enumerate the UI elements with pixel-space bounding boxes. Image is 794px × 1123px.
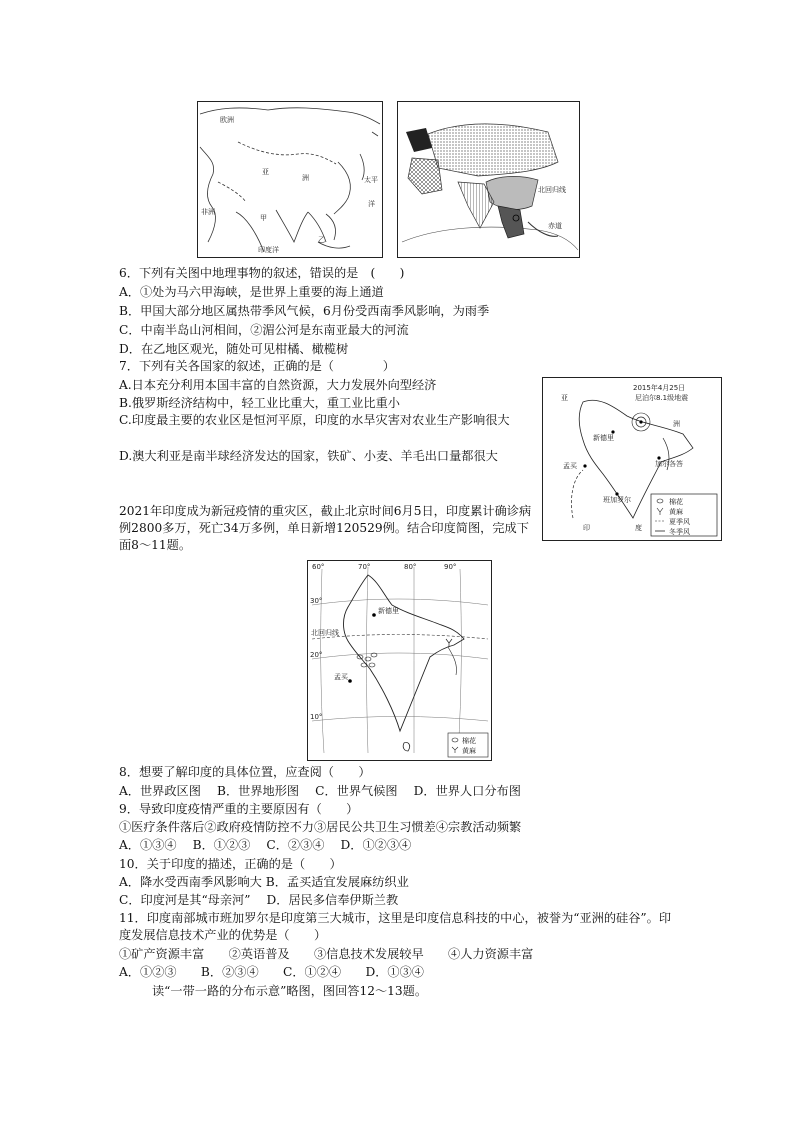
label-equator: 赤道 xyxy=(548,222,562,230)
lat-20: 20° xyxy=(310,651,323,659)
label-mumbai: 孟买 xyxy=(563,462,577,470)
india-monsoon-map xyxy=(542,377,722,541)
region-west-cross xyxy=(408,158,442,194)
label-du: 度 xyxy=(635,524,642,532)
delhi-dot-big xyxy=(372,613,376,617)
lat-10: 10° xyxy=(310,713,323,721)
label-europe: 欧洲 xyxy=(220,116,234,124)
label-yin: 印 xyxy=(583,524,590,532)
china-coast xyxy=(334,162,350,214)
q7-stem: 7．下列有关各国家的叙述，正确的是（ ） xyxy=(119,359,395,373)
q11-stem: 11．印度南部城市班加罗尔是印度第三大城市，这里是印度信息科技的中心，被誉为“亚洲的硅谷”。印度发展信息技术产业的优势是（ ） xyxy=(119,911,672,942)
india-coast xyxy=(276,210,308,242)
region-dotted xyxy=(428,124,558,176)
label-tropic: 北回归线 xyxy=(538,186,566,194)
region-black xyxy=(406,128,432,152)
asia-climate-map xyxy=(397,101,580,258)
lon-90: 90° xyxy=(444,563,457,571)
q6-option-b: B．甲国大部分地区属热带季风气候，6月份受西南季风影响，为雨季 xyxy=(119,304,490,318)
india-big-legend xyxy=(448,733,488,757)
label-pacific-b: 洋 xyxy=(368,200,375,208)
label-delhi: 新德里 xyxy=(593,434,614,442)
label-ya: 亚 xyxy=(561,394,568,402)
legend-jute-big: 黄麻 xyxy=(462,747,476,755)
lon-60: 60° xyxy=(312,563,325,571)
q9-stem: 9．导致印度疫情严重的主要原因有（ ） xyxy=(119,802,359,816)
lon-70: 70° xyxy=(358,563,371,571)
region-grey xyxy=(486,176,538,209)
legend-jute: 黄麻 xyxy=(669,508,683,516)
india-small-legend xyxy=(651,494,717,536)
asia-outline-map xyxy=(197,101,383,258)
q11-options: A．①②③ B．②③④ C．①②④ D．①③④ xyxy=(119,965,424,979)
western-coast xyxy=(200,147,215,242)
bangladesh-coast xyxy=(448,647,457,675)
label-pacific-a: 太平 xyxy=(364,176,378,184)
pacific-marker xyxy=(372,132,378,136)
label-asia-b: 洲 xyxy=(302,174,309,182)
legend-cotton-big: 棉花 xyxy=(462,737,476,745)
cotton-symbols xyxy=(357,653,377,667)
equator-arc xyxy=(402,227,578,250)
lon-80: 80° xyxy=(404,563,417,571)
border-line-2 xyxy=(218,182,246,202)
india-grid-map xyxy=(307,560,492,761)
q7-option-d: D.澳大利亚是南半球经济发达的国家，铁矿、小麦、羊毛出口量都很大 xyxy=(119,449,498,463)
q10-stem: 10．关于印度的描述，正确的是（ ） xyxy=(119,857,342,871)
sri-lanka xyxy=(403,742,409,751)
intro-8-11: 2021年印度成为新冠疫情的重灾区，截止北京时间6月5日，印度累计确诊病例2800多万，死亡34万多例，单日新增120529例。结合印度简图，完成下面8～11题。 xyxy=(119,504,532,552)
label-quake: 尼泊尔8.1级地震 xyxy=(635,394,689,402)
asia-climate-svg xyxy=(398,102,579,257)
q7-option-b: B.俄罗斯经济结构中，轻工业比重大，重工业比重小 xyxy=(119,396,400,410)
label-asia-a: 亚 xyxy=(262,168,269,176)
q10-options-cd: C．印度河是其“母亲河” D．居民多信奉伊斯兰教 xyxy=(119,893,399,907)
q6-option-c: C．中南半岛山河相间，②湄公河是东南亚最大的河流 xyxy=(119,323,409,337)
label-mumbai-big: 孟买 xyxy=(334,673,348,681)
mumbai-dot-big xyxy=(348,679,352,683)
region-se-asia-dark xyxy=(498,206,524,238)
q6-stem: 6．下列有关图中地理事物的叙述，错误的是 ( ) xyxy=(119,266,405,280)
legend-summer: 夏季风 xyxy=(669,518,690,526)
asia-outline-svg xyxy=(198,102,382,257)
q9-choices: ①医疗条件落后②政府疫情防控不力③居民公共卫生习惯差④宗教活动频繁 xyxy=(119,820,522,834)
india-grid-svg xyxy=(308,561,491,760)
india-monsoon-svg xyxy=(543,378,721,540)
quake-epicentre xyxy=(639,420,642,423)
legend-cotton: 棉花 xyxy=(669,498,683,506)
q9-options: A．①③④ B．①②③ C．②③④ D．①②③④ xyxy=(119,838,412,852)
label-bangalore: 班加罗尔 xyxy=(603,496,631,504)
intro-12-13: 读“一带一路的分布示意”略图，图回答12～13题。 xyxy=(152,984,428,998)
label-jia: 甲 xyxy=(260,214,267,222)
lat-30: 30° xyxy=(310,597,323,605)
label-yi: 乙 xyxy=(318,236,325,244)
q8-stem: 8．想要了解印度的具体位置，应查阅（ ） xyxy=(119,765,371,779)
q7-option-a: A.日本充分利用本国丰富的自然资源，大力发展外向型经济 xyxy=(119,378,437,392)
border-line xyxy=(238,142,336,164)
label-tropic-big: 北回归线 xyxy=(311,629,339,637)
summer-monsoon-arrow xyxy=(571,470,583,518)
legend-winter: 冬季风 xyxy=(669,528,690,536)
label-delhi-big: 新德里 xyxy=(378,607,399,615)
graticule xyxy=(312,567,488,753)
q10-options-ab: A．降水受西南季风影响大 B．孟买适宜发展麻纺织业 xyxy=(119,875,409,889)
label-indian-ocean: 印度洋 xyxy=(258,246,279,254)
label-africa: 非洲 xyxy=(201,208,215,216)
q11-choices: ①矿产资源丰富 ②英语普及 ③信息技术发展较早 ④人力资源丰富 xyxy=(119,947,534,961)
mumbai-dot xyxy=(583,464,586,467)
q6-option-a: A．①处为马六甲海峡，是世界上重要的海上通道 xyxy=(119,285,384,299)
label-zhou: 洲 xyxy=(673,420,680,428)
label-date: 2015年4月25日 xyxy=(633,384,686,392)
label-kolkata: 加尔各答 xyxy=(655,460,683,468)
q7-option-c: C.印度最主要的农业区是恒河平原，印度的水旱灾害对农业生产影响很大 xyxy=(119,413,510,427)
q8-options: A．世界政区图 B．世界地形图 C．世界气候图 D．世界人口分布图 xyxy=(119,784,521,798)
q6-option-d: D．在乙地区观光，随处可见柑橘、橄榄树 xyxy=(119,342,349,356)
